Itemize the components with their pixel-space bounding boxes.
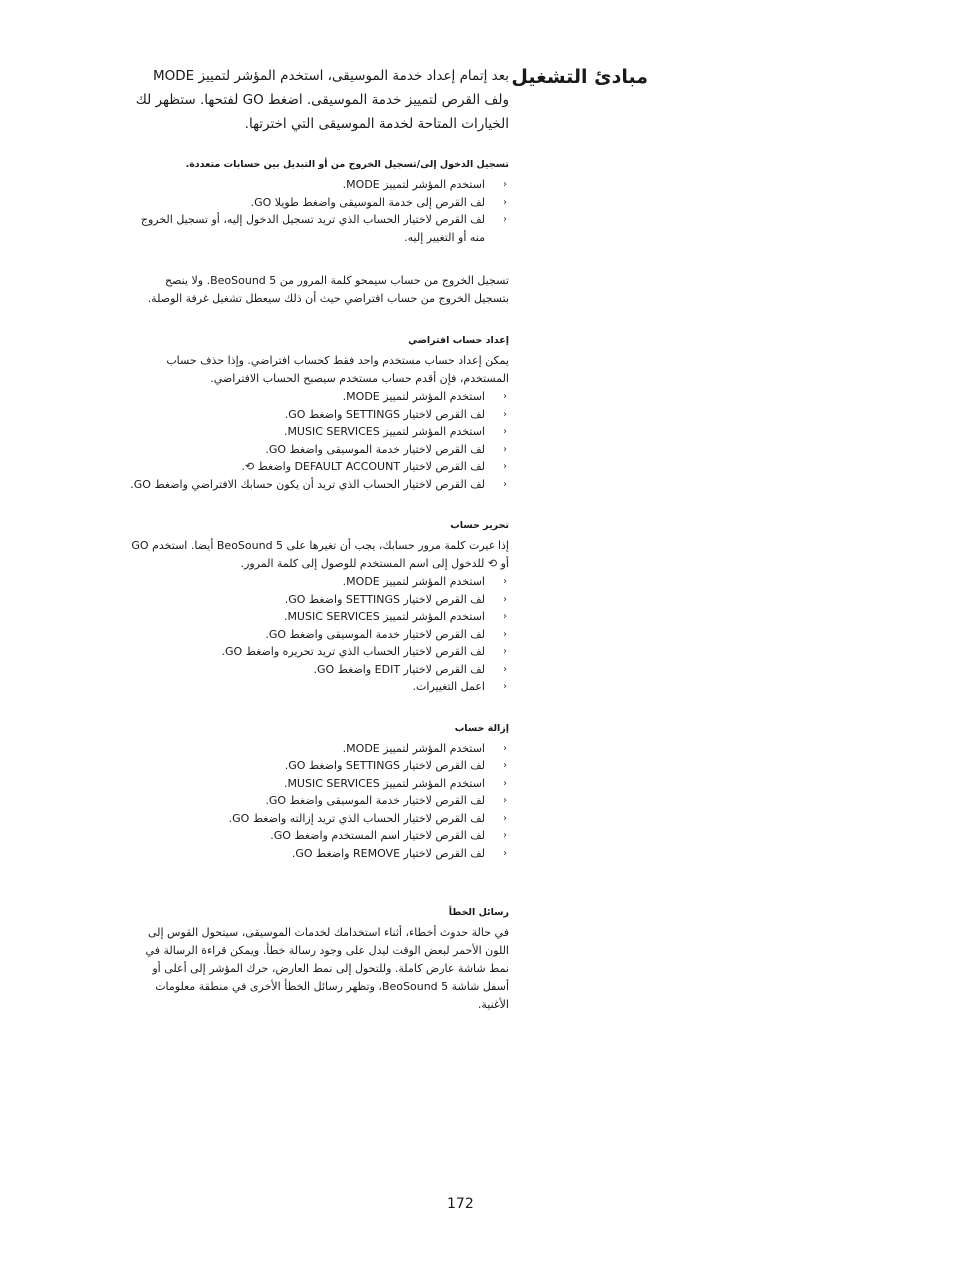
section-default-account: [129, 334, 509, 493]
list-item: ‹ لف القرص لاختيار الحساب الذي تريد تسجيل الدخول إليه، أو تسجيل الخروج منه أو التغيير إليه.: [140, 213, 507, 244]
bullet-chevron-icon: ‹: [503, 812, 507, 824]
spacer: [129, 888, 509, 906]
list-item: ‹ استخدم المؤشر لتمييز MUSIC SERVICES.: [129, 423, 509, 441]
list-item: ‹ لف القرص لاختيار الحساب الذي تريد إزالته واضغط GO.: [129, 810, 509, 828]
bullet-chevron-icon: ‹: [503, 593, 507, 605]
list-item: ‹ لف القرص لاختيار الحساب الذي تريد أن يكون حسابك الافتراضي واضغط GO.: [129, 476, 509, 494]
bullet-chevron-icon: ‹: [503, 576, 507, 587]
steps-list: [129, 176, 509, 246]
section-heading: إزالة حساب: [454, 722, 509, 734]
list-item: ‹ استخدم المؤشر لتمييز MODE.: [129, 573, 509, 591]
bullet-chevron-icon: ‹: [503, 611, 507, 622]
list-item: ‹ لف القرص إلى خدمة الموسيقى واضغط طويلا GO.: [129, 194, 509, 212]
list-item: ‹ لف القرص لاختيار REMOVE واضغط GO.: [129, 845, 509, 863]
bullet-chevron-icon: ‹: [503, 478, 507, 490]
list-item: ‹ استخدم المؤشر لتمييز MUSIC SERVICES.: [129, 775, 509, 793]
list-item: ‹ لف القرص لاختيار خدمة الموسيقى واضغط GO.: [129, 626, 509, 644]
list-item: ‹ لف القرص لاختيار خدمة الموسيقى واضغط GO.: [129, 441, 509, 459]
bullet-chevron-icon: ‹: [503, 663, 507, 675]
section-logout-note: [129, 272, 509, 308]
list-item: ‹ استخدم المؤشر لتمييز MODE.: [129, 176, 509, 194]
bullet-chevron-icon: ‹: [503, 214, 507, 225]
section-remove-account: [129, 722, 509, 863]
section-heading: إعداد حساب افتراضي: [408, 335, 509, 346]
section-heading: تسجيل الدخول إلى/تسجيل الخروج من أو التبديل بين حسابات متعددة.: [185, 159, 509, 170]
section-errors: [129, 906, 509, 1014]
section-edit-account: [129, 519, 509, 696]
list-item: ‹ لف القرص لاختيار الحساب الذي تريد تحريره واضغط GO.: [129, 643, 509, 661]
steps-list: [129, 740, 509, 863]
list-item: ‹ لف القرص لاختيار خدمة الموسيقى واضغط GO.: [129, 792, 509, 810]
list-item: ‹ اعمل التغييرات.: [129, 678, 509, 696]
bullet-chevron-icon: ‹: [503, 461, 507, 472]
list-item: ‹ استخدم المؤشر لتمييز MUSIC SERVICES.: [129, 608, 509, 626]
bullet-chevron-icon: ‹: [503, 847, 507, 859]
note-paragraph: تسجيل الخروج من حساب سيمحو كلمة المرور من BeoSound 5. ولا ينصح بتسجيل الخروج من حساب افتراضي حيث أن ذلك سيعطل تشغيل غرفة الوصلة.: [147, 274, 509, 305]
section-paragraph: في حالة حدوث أخطاء، أثناء استخدامك لخدمات الموسيقى، سيتحول القوس إلى اللون الأحمر لبعض الوقت ليدل على وجود رسالة خطأ. ويمكن قراءة الرسالة في نمط شاشة عارض كاملة. وللتحول إلى نمط العارض، حرك المؤشر إلى أعلى أو أسفل شاشة BeoSound 5، وتظهر رسائل الخطأ الأخرى في منطقة معلومات الأغنية.: [145, 926, 509, 1011]
list-item: ‹ لف القرص لاختيار SETTINGS واضغط GO.: [129, 591, 509, 609]
list-item: ‹ لف القرص لاختيار SETTINGS واضغط GO.: [129, 406, 509, 424]
bullet-chevron-icon: ‹: [503, 742, 507, 754]
list-item: ‹ استخدم المؤشر لتمييز MODE.: [129, 740, 509, 758]
steps-list: [129, 388, 509, 493]
bullet-chevron-icon: ‹: [503, 196, 507, 208]
bullet-chevron-icon: ‹: [503, 179, 507, 190]
section-login: [129, 158, 509, 246]
section-heading: رسائل الخطأ: [448, 907, 509, 918]
section-heading: تحرير حساب: [450, 520, 509, 531]
bullet-chevron-icon: ‹: [503, 391, 507, 402]
bullet-chevron-icon: ‹: [503, 681, 507, 692]
bullet-chevron-icon: ‹: [503, 777, 507, 789]
bullet-chevron-icon: ‹: [503, 443, 507, 455]
list-item: ‹ لف القرص لاختيار اسم المستخدم واضغط GO.: [129, 827, 509, 845]
page-number: 172: [447, 1196, 474, 1212]
list-item: ‹ لف القرص لاختيار DEFAULT ACCOUNT واضغط ⟲.: [129, 458, 509, 476]
bullet-chevron-icon: ‹: [503, 628, 507, 640]
bullet-chevron-icon: ‹: [503, 426, 507, 437]
section-paragraph: يمكن إعداد حساب مستخدم واحد فقط كحساب افتراضي. وإذا حذف حساب المستخدم، فإن أقدم حساب مستخدم سيصبح الحساب الافتراضي.: [166, 354, 509, 385]
bullet-chevron-icon: ‹: [503, 408, 507, 420]
bullet-chevron-icon: ‹: [503, 760, 507, 771]
list-item: ‹ لف القرص لاختيار EDIT واضغط GO.: [129, 661, 509, 679]
list-item: ‹ استخدم المؤشر لتمييز MODE.: [129, 388, 509, 406]
content-column: [129, 64, 509, 1040]
list-item: ‹ لف القرص لاختيار SETTINGS واضغط GO.: [129, 757, 509, 775]
bullet-chevron-icon: ‹: [503, 646, 507, 657]
intro-paragraph: بعد إتمام إعداد خدمة الموسيقى، استخدم المؤشر لتمييز MODE ولف القرص لتمييز خدمة الموسيقى. اضغط GO لفتحها. ستظهر لك الخيارات المتاحة لخدمة الموسيقى التي اخترتها.: [135, 68, 509, 132]
section-paragraph: إذا غيرت كلمة مرور حسابك، يجب أن تغيرها على BeoSound 5 أيضا. استخدم GO أو ⟲ للدخول إلى اسم المستخدم للوصول إلى كلمة المرور.: [131, 539, 509, 570]
bullet-chevron-icon: ‹: [503, 830, 507, 841]
bullet-chevron-icon: ‹: [503, 795, 507, 806]
page-title: مبادئ التشغيل: [511, 66, 648, 88]
steps-list: [129, 573, 509, 696]
